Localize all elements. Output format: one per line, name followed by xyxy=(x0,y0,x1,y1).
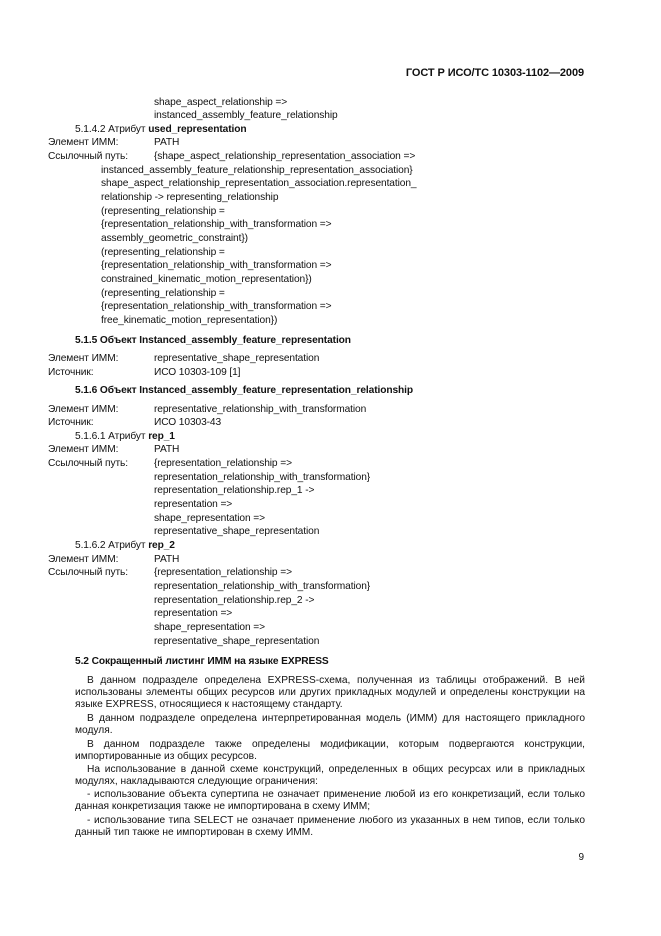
section-heading xyxy=(75,385,413,397)
path-line: {representation_relationship_with_transformation => xyxy=(101,219,332,230)
path-line: (representing_relationship = xyxy=(101,288,225,299)
path-line: (representing_relationship = xyxy=(101,206,225,217)
attribute-name: rep_1 xyxy=(148,431,175,442)
path-line: shape_representation => xyxy=(154,622,265,633)
field-label: Ссылочный путь: xyxy=(48,567,128,578)
field-value: PATH xyxy=(154,137,180,148)
field-value: PATH xyxy=(154,444,180,455)
field-value: representative_shape_representation xyxy=(154,353,320,364)
field-value: ИСО 10303-43 xyxy=(154,417,222,428)
path-line: free_kinematic_motion_representation}) xyxy=(101,315,278,326)
path-line: {shape_aspect_relationship_representation_association => xyxy=(154,151,416,162)
path-line: relationship -> representing_relationship xyxy=(101,192,279,203)
path-line: instanced_assembly_feature_relationship xyxy=(154,110,338,121)
path-line: representation => xyxy=(154,608,233,619)
field-label: Источник: xyxy=(48,417,94,428)
path-line: representation_relationship_with_transformation} xyxy=(154,472,371,483)
field-label: Элемент ИММ: xyxy=(48,404,119,415)
attribute-heading-label: 5.1.4.2 Атрибут xyxy=(75,124,149,135)
field-label: Элемент ИММ: xyxy=(48,444,119,455)
body-paragraph: В данном подразделе также определены модификации, которым подвергаются конструкции, импортированные из общих ресурсов. xyxy=(75,739,585,763)
path-line: representation_relationship.rep_1 -> xyxy=(154,485,315,496)
attribute-name: used_representation xyxy=(148,124,247,135)
path-line: {representation_relationship => xyxy=(154,458,292,469)
path-line: shape_aspect_relationship => xyxy=(154,97,288,108)
path-line: shape_aspect_relationship_representation_association.representation_ xyxy=(101,178,417,189)
attribute-heading xyxy=(75,431,175,443)
field-value: ИСО 10303-109 [1] xyxy=(154,367,241,378)
section-heading-label: 5.1.5 Объект xyxy=(75,335,140,346)
field-label: Элемент ИММ: xyxy=(48,353,119,364)
list-item: - использование типа SELECT не означает применение любого из указанных в нем типов, если только данный тип также не импортирован в схему ИММ. xyxy=(75,815,585,839)
body-paragraph: На использование в данной схеме конструкций, определенных в общих ресурсах или в прикладных модулях, накладываются следующие ограничения: xyxy=(75,764,585,788)
path-line: assembly_geometric_constraint}) xyxy=(101,233,248,244)
field-value: representative_relationship_with_transformation xyxy=(154,404,367,415)
entity-name: Instanced_assembly_feature_representation xyxy=(139,335,351,346)
attribute-heading-label: 5.1.6.1 Атрибут xyxy=(75,431,149,442)
attribute-heading xyxy=(75,124,247,136)
path-line: representative_shape_representation xyxy=(154,636,320,647)
field-label: Ссылочный путь: xyxy=(48,458,128,469)
section-heading-label: 5.1.6 Объект xyxy=(75,385,140,396)
path-line: {representation_relationship_with_transformation => xyxy=(101,260,332,271)
path-line: shape_representation => xyxy=(154,513,265,524)
path-line: representation_relationship_with_transformation} xyxy=(154,581,371,592)
path-line: instanced_assembly_feature_relationship_representation_association} xyxy=(101,165,413,176)
path-line: {representation_relationship => xyxy=(154,567,292,578)
path-line: representation => xyxy=(154,499,233,510)
path-line: (representing_relationship = xyxy=(101,247,225,258)
list-item: - использование объекта супертипа не означает применение любой из его конкретизаций, если только данная конкретизация также не импортирована в схему ИММ; xyxy=(75,789,585,813)
attribute-heading xyxy=(75,540,175,552)
page-number: 9 xyxy=(578,852,584,863)
section-heading xyxy=(75,335,351,347)
field-label: Элемент ИММ: xyxy=(48,137,119,148)
field-label: Ссылочный путь: xyxy=(48,151,128,162)
field-label: Элемент ИММ: xyxy=(48,554,119,565)
body-paragraph: В данном подразделе определена интерпретированная модель (ИММ) для настоящего прикладного модуля. xyxy=(75,713,585,737)
path-line: {representation_relationship_with_transformation => xyxy=(101,301,332,312)
path-line: representative_shape_representation xyxy=(154,526,320,537)
section-heading: 5.2 Сокращенный листинг ИММ на языке EXPRESS xyxy=(75,656,329,667)
attribute-heading-label: 5.1.6.2 Атрибут xyxy=(75,540,149,551)
attribute-name: rep_2 xyxy=(148,540,175,551)
document-header: ГОСТ Р ИСО/ТС 10303-1102—2009 xyxy=(405,67,584,79)
field-value: PATH xyxy=(154,554,180,565)
field-label: Источник: xyxy=(48,367,94,378)
path-line: constrained_kinematic_motion_representation}) xyxy=(101,274,312,285)
path-line: representation_relationship.rep_2 -> xyxy=(154,595,315,606)
body-paragraph: В данном подразделе определена EXPRESS-схема, полученная из таблицы отображений. В ней использованы элементы общих ресурсов или других прикладных модулей и определены конструкции на языке EXPRESS, относящиеся к настоящему стандарту. xyxy=(75,675,585,711)
entity-name: Instanced_assembly_feature_representation_relationship xyxy=(139,385,414,396)
